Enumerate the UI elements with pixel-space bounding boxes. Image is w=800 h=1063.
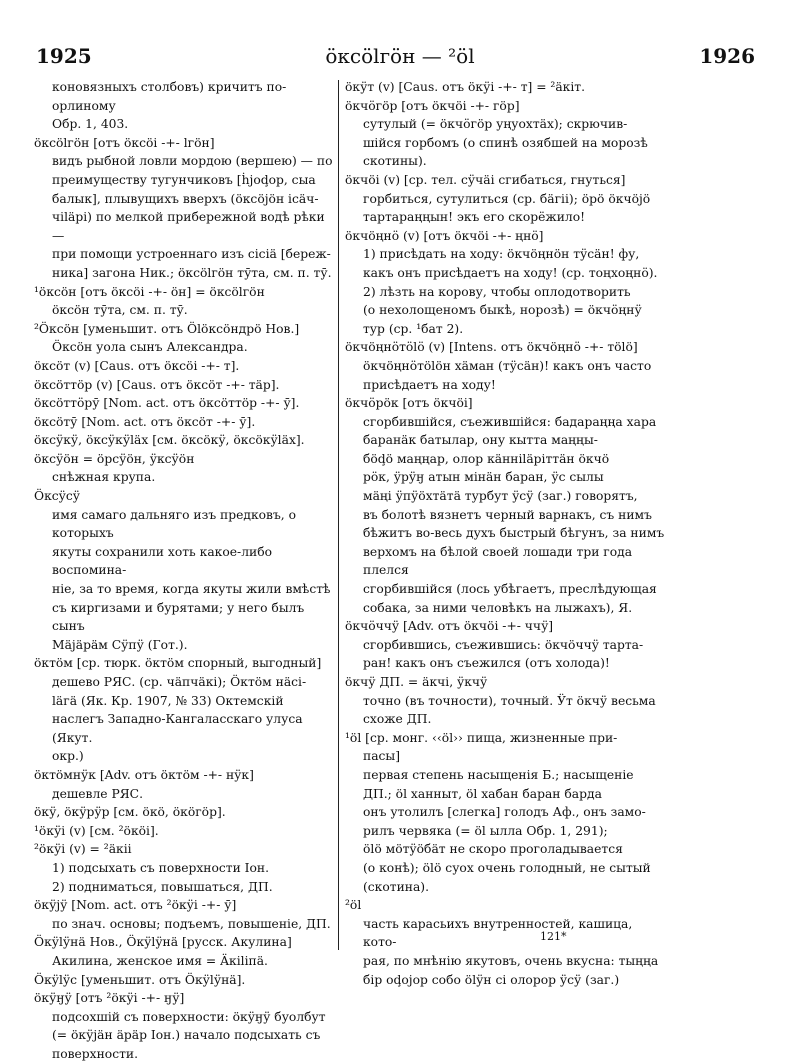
entry-line: бiр оḑоjор собо ölӱн сi олорор ӱсӱ (заг.) <box>363 972 620 987</box>
entry-line: Акилина, женское имя = Äкilіпä. <box>52 953 268 968</box>
headword-line: öкчӱ ДП. = äкчi, ӱкчӱ <box>345 675 488 689</box>
entry-line: Обр. 1, 403. <box>52 117 129 132</box>
right-column <box>345 78 667 989</box>
headword-line: öкчöңнӧтӧlӧ (v) [Intens. отъ öкчöңнӧ -+- тölö] <box>345 340 638 355</box>
entry-line: 1) присѣдать на ходу: öкчöңнöн тӱсäн! фу, <box>363 247 640 262</box>
entry-line: (= öкӱjäн äрäр Іон.) начало подсыхать съ <box>52 1028 321 1043</box>
headword-line: öксöт (v) [Caus. отъ öксöi -+- т]. <box>34 358 240 373</box>
headword-line: öкӱjӱ [Nom. act. отъ ²öкӱi -+- ӯ] <box>34 898 237 913</box>
entry-line: поверхности. <box>52 1046 139 1061</box>
entry-line: якуты сохранили хоть какое-либо воспомина- <box>52 544 273 578</box>
entry-line: 2) лѣзть на корову, чтобы оплодотворить <box>363 284 631 299</box>
entry-line: бѣжитъ во-весь духъ быстрый бѣгунъ, за нимъ <box>363 526 665 541</box>
entry-line: сгорбившійся (лось убѣгаетъ, преслѣдующая <box>363 582 657 597</box>
column-divider <box>338 80 339 950</box>
entry-line: снѣжная крупа. <box>52 470 156 485</box>
headword-line: ²öкӱi (v) = ²äкiі <box>34 842 132 857</box>
entry-line: сгорбившійся, съежившійся: бадараңңа хара <box>363 414 657 429</box>
entry-line: бöḑö маңңар, олор кäннiläрiттäн öкчö <box>363 451 610 466</box>
entry-line: первая степень насыщенія Б.; насыщеніе <box>363 767 634 782</box>
headword-line: öкчöңнӧ (v) [отъ öкчöi -+- ңнӧ] <box>345 228 544 243</box>
entry-line: ніе, за то время, когда якуты жили вмѣстѣ <box>52 582 331 597</box>
entry-line: дешево РЯС. (ср. чäпчäкi); Öктöм нäсі- <box>52 675 307 689</box>
entry-line: горбиться, сутулиться (ср. бäгiі); öрö öкчöjö <box>363 191 651 206</box>
headword-line: öктöмнӱк [Adv. отъ öктöм -+- нӱк] <box>34 767 254 782</box>
entry-line: подсохшій съ поверхности: öкӱӈӱ буолбут <box>52 1009 326 1024</box>
entry-line: мäңi ӱпӱöхтäтä турбут ӱсӱ (заг.) говорятъ, <box>363 489 638 504</box>
headword-line: öксöтӯ [Nom. act. отъ öксöт -+- ӯ]. <box>34 414 256 429</box>
entry-line: верхомъ на бѣлой своей лошади три года плелся <box>363 544 633 578</box>
entry-line: съ киргизами и бурятами; у него былъ сынъ <box>52 600 305 634</box>
entry-line: рилъ червяка (= öl ылла Обр. 1, 291); <box>363 823 608 838</box>
entry-line: часть карасьихъ внутренностей, кашица, кото- <box>363 916 633 950</box>
entry-line: ölö мöтӱöбäт не скоро проголадывается <box>363 842 623 857</box>
entry-line: (о нехолощеномъ быкѣ, норозѣ) = öкчӧңнӱ <box>363 303 642 318</box>
entry-line: läгä (Як. Кр. 1907, № 33) Октемскій <box>52 693 284 708</box>
entry-line: коновязныхъ столбовъ) кричитъ по-орлиному <box>52 80 287 113</box>
entry-line: по знач. основы; подъемъ, повышеніе, ДП. <box>52 916 331 931</box>
headword-line: öксӱöн = öрсӱöн, ӱксӱöн <box>34 451 195 466</box>
headword-line: ¹öкӱi (v) [см. ²öкöi]. <box>34 823 159 838</box>
headword-line: ²öl <box>345 898 362 913</box>
entry-line: öкчöңнӧтölöн хäман (тӱсäн)! какъ онъ часто <box>363 358 652 373</box>
headword-line: öкӱ, öкӱрӱр [см. öкö, öкöгöр]. <box>34 805 226 820</box>
entry-line: рӧк, ӱрӱӈ атын мiнäн баран, ӱс сылы <box>363 470 604 485</box>
headword-line: öксöттöр (v) [Caus. отъ öксöт -+- тäр]. <box>34 377 280 392</box>
headword-line: ²Öксöн [уменьшит. отъ Ölöксöндрö Нов.] <box>34 321 300 336</box>
headword-line: Öкӱlӱс [уменьшит. отъ Öкӱlӱнä]. <box>34 972 246 987</box>
entry-line: пасы] <box>363 749 400 764</box>
entry-line: ДП.; öl ханныт, öl хабан баран барда <box>363 786 602 801</box>
entry-line: Мäjäрäм Сӱпӱ (Гот.). <box>52 637 188 652</box>
entry-line: рая, по мнѣнію якутовъ, очень вкусна: тыңңа <box>363 953 659 968</box>
page-number-right: 1926 <box>699 44 755 68</box>
page-number-left: 1925 <box>36 44 92 68</box>
entry-line: балык], плывущихъ вверхъ (öксöjöн iсäч- <box>52 191 319 206</box>
entry-line: при помощи устроеннаго изъ сiciä [береж- <box>52 247 331 262</box>
entry-line: скотины). <box>363 154 427 169</box>
entry-line: наслегъ Западно-Кангаласскаго улуса (Якут. <box>52 712 303 745</box>
entry-line: сгорбившись, съежившись: öкчöччӱ тарта- <box>363 637 644 652</box>
entry-line: видъ рыбной ловли мордою (вершею) — по <box>52 154 333 169</box>
entry-line: баранäк батылар, ону кытта маңңы- <box>363 433 598 448</box>
running-head: öксölгöн — ²öl <box>325 44 475 68</box>
entry-line: (скотина). <box>363 879 430 894</box>
entry-line: тур (ср. ¹бат 2). <box>363 321 464 336</box>
entry-line: шійся горбомъ (о спинѣ озябшей на морозѣ <box>363 135 648 150</box>
entry-line: окр.) <box>52 749 84 764</box>
headword-line: Öксӱсӱ <box>34 489 81 504</box>
headword-line: öкӱт (v) [Caus. отъ öкӱi -+- т] = ²äкiт. <box>345 80 586 94</box>
entry-line: чiläрi) по мелкой прибережной водѣ рѣки — <box>52 210 325 243</box>
headword-line: öксöттӧрӯ [Nom. act. отъ öксöттöр -+- ӯ]. <box>34 396 300 411</box>
headword-line: öкчӧрöк [отъ öкчöi] <box>345 396 473 411</box>
entry-line: ника] загона Ник.; öксölгöн тӯта, см. п. тӯ. <box>52 265 332 280</box>
entry-line: онъ утолилъ [слегка] голодъ Аф., онъ замо- <box>363 805 646 820</box>
entry-line: дешевле РЯС. <box>52 786 144 801</box>
entry-line: (о конѣ); ölö суох очень голодный, не сытый <box>363 860 651 875</box>
entry-line: схоже ДП. <box>363 712 432 727</box>
entry-line: имя самаго дальняго изъ предковъ, о которыхъ <box>52 507 297 541</box>
headword-line: öкчöi (v) [ср. тел. сӱчäi сгибаться, гнуться] <box>345 172 626 187</box>
entry-line: какъ онъ присѣдаетъ на ходу! (ср. тоңхоңнӧ). <box>363 265 658 280</box>
entry-line: въ болотѣ вязнетъ черный варнакъ, съ нимъ <box>363 507 652 522</box>
headword-line: öксölгöн [отъ öксöi -+- lгöн] <box>34 135 215 150</box>
entry-line: сутулый (= öкчӧгöр уңуохтäх); скрючив- <box>363 117 628 132</box>
headword-line: öкчӧччӱ [Adv. отъ öкчöi -+- ччӱ] <box>345 619 554 634</box>
entry-line: тартараңңын! экъ его скорёжило! <box>363 210 586 225</box>
headword-line: öкчӧгöр [отъ öкчöi -+- гöр] <box>345 98 520 113</box>
entry-line: ран! какъ онъ съежился (отъ холода)! <box>363 656 610 671</box>
headword-line: ¹öl [ср. монг. ‹‹öl›› пища, жизненные при- <box>345 730 618 745</box>
signature-mark: 121* <box>540 930 567 943</box>
entry-line: 2) подниматься, повышаться, ДП. <box>52 879 273 894</box>
headword-line: Öкӱlӱнä Нов., Öкӱlӱнä [русск. Акулина] <box>34 935 292 950</box>
entry-line: преимуществу тугунчиковъ [ḣjоḑор, сыа <box>52 172 316 187</box>
entry-line: присѣдаетъ на ходу! <box>363 377 496 392</box>
entry-line: Öксöн уола сынъ Александра. <box>52 340 248 355</box>
headword-line: öксӱкӱ, öксӱкӱläх [см. öксöкӱ, öксöкӱläх]. <box>34 433 305 448</box>
left-column <box>34 78 337 1063</box>
headword-line: öкӱӈӱ [отъ ²öкӱi -+- ӈӱ] <box>34 991 185 1006</box>
entry-line: точно (въ точности), точный. Ӱт öкчӱ весьма <box>363 693 656 708</box>
entry-line: öксöн тӯта, см. п. тӯ. <box>52 303 188 318</box>
entry-line: 1) подсыхать съ поверхности Іон. <box>52 860 270 875</box>
headword-line: ¹öксöн [отъ öксöi -+- öн] = öксölгöн <box>34 284 265 299</box>
entry-line: собака, за ними человѣкъ на лыжахъ), Я. <box>363 600 633 615</box>
headword-line: öктöм [ср. тюрк. öктöм спорный, выгодный] <box>34 656 322 671</box>
